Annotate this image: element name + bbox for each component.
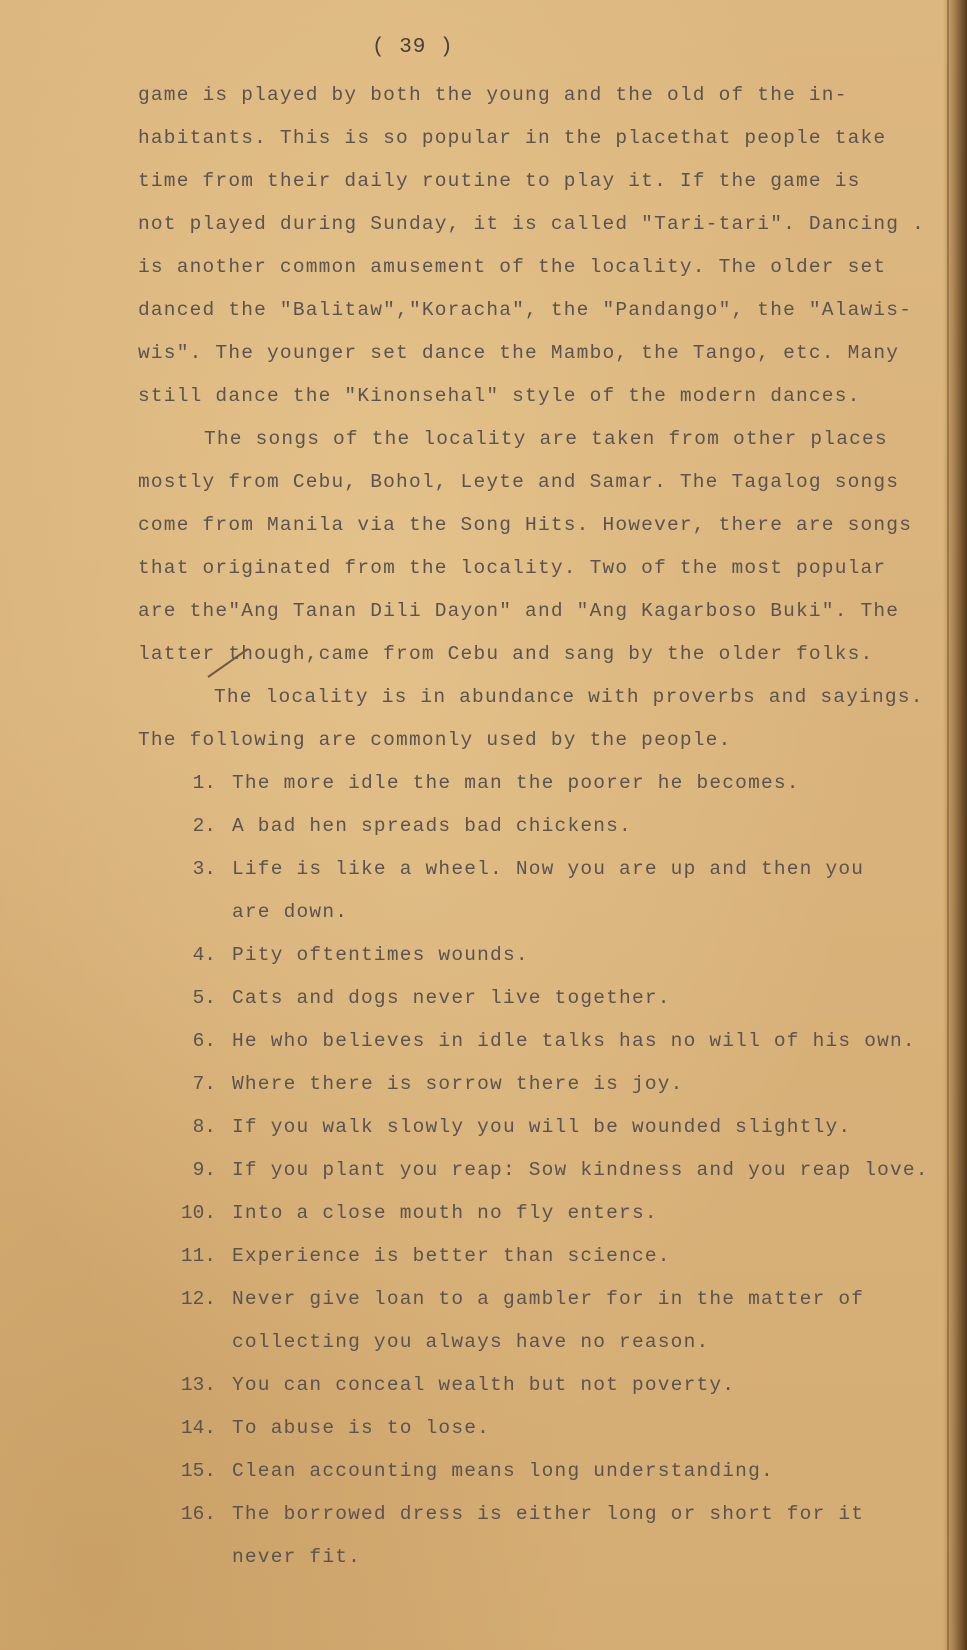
proverb-number: 6. (192, 1030, 216, 1052)
text-line: still dance the "Kinonsehal" style of the modern dances. (138, 385, 861, 407)
proverb-text: The borrowed dress is either long or short for it (232, 1503, 865, 1525)
proverb-text: He who believes in idle talks has no will of his own. (232, 1030, 916, 1052)
proverb-text: Life is like a wheel. Now you are up and then you (232, 858, 865, 880)
proverb-text: never fit. (232, 1546, 362, 1568)
text-line: habitants. This is so popular in the placethat people take (138, 127, 887, 149)
proverb-number: 8. (192, 1116, 216, 1138)
proverb-text: Never give loan to a gambler for in the matter of (232, 1288, 865, 1310)
text-line: game is played by both the young and the old of the in- (138, 84, 848, 106)
proverb-number: 10. (180, 1202, 216, 1224)
page-binding-edge (947, 0, 949, 1650)
text-line: mostly from Cebu, Bohol, Leyte and Samar. The Tagalog songs (138, 471, 900, 493)
proverb-text: Experience is better than science. (232, 1245, 671, 1267)
proverb-number: 1. (192, 772, 216, 794)
text-line: The following are commonly used by the people. (138, 729, 732, 751)
proverb-text: Pity oftentimes wounds. (232, 944, 529, 966)
text-line: is another common amusement of the locality. The older set (138, 256, 887, 278)
proverb-text: The more idle the man the poorer he becomes. (232, 772, 800, 794)
text-line: time from their daily routine to play it. If the game is (138, 170, 861, 192)
proverb-number: 15. (180, 1460, 216, 1482)
text-line: wis". The younger set dance the Mambo, the Tango, etc. Many (138, 342, 900, 364)
proverb-text: If you plant you reap: Sow kindness and you reap love. (232, 1159, 929, 1181)
text-line: danced the "Balitaw","Koracha", the "Pandango", the "Alawis- (138, 299, 913, 321)
proverb-number: 14. (180, 1417, 216, 1439)
text-line: The songs of the locality are taken from other places (204, 428, 888, 450)
proverb-text: Where there is sorrow there is joy. (232, 1073, 684, 1095)
proverb-text: collecting you always have no reason. (232, 1331, 710, 1353)
proverb-text: Into a close mouth no fly enters. (232, 1202, 658, 1224)
proverb-text: Cats and dogs never live together. (232, 987, 671, 1009)
text-line: not played during Sunday, it is called "Tari-tari". Dancing . (138, 213, 926, 235)
proverb-number: 13. (180, 1374, 216, 1396)
text-line: are the"Ang Tanan Dili Dayon" and "Ang Kagarboso Buki". The (138, 600, 900, 622)
proverb-text: To abuse is to lose. (232, 1417, 491, 1439)
proverb-number: 16. (180, 1503, 216, 1525)
page-number: ( 39 ) (372, 36, 454, 59)
proverb-text: Clean accounting means long understanding. (232, 1460, 774, 1482)
proverb-number: 7. (192, 1073, 216, 1095)
proverb-text: You can conceal wealth but not poverty. (232, 1374, 736, 1396)
text-line: that originated from the locality. Two of the most popular (138, 557, 887, 579)
proverb-number: 11. (180, 1245, 216, 1267)
proverb-number: 9. (192, 1159, 216, 1181)
proverb-number: 4. (192, 944, 216, 966)
proverb-number: 5. (192, 987, 216, 1009)
text-line: come from Manila via the Song Hits. However, there are songs (138, 514, 913, 536)
proverb-text: are down. (232, 901, 349, 923)
text-line: latter though,came from Cebu and sang by the older folks. (138, 643, 874, 665)
text-line: The locality is in abundance with proverbs and sayings. (214, 686, 924, 708)
proverb-number: 12. (180, 1288, 216, 1310)
proverb-number: 2. (192, 815, 216, 837)
proverb-text: If you walk slowly you will be wounded slightly. (232, 1116, 852, 1138)
proverb-number: 3. (192, 858, 216, 880)
proverb-text: A bad hen spreads bad chickens. (232, 815, 632, 837)
